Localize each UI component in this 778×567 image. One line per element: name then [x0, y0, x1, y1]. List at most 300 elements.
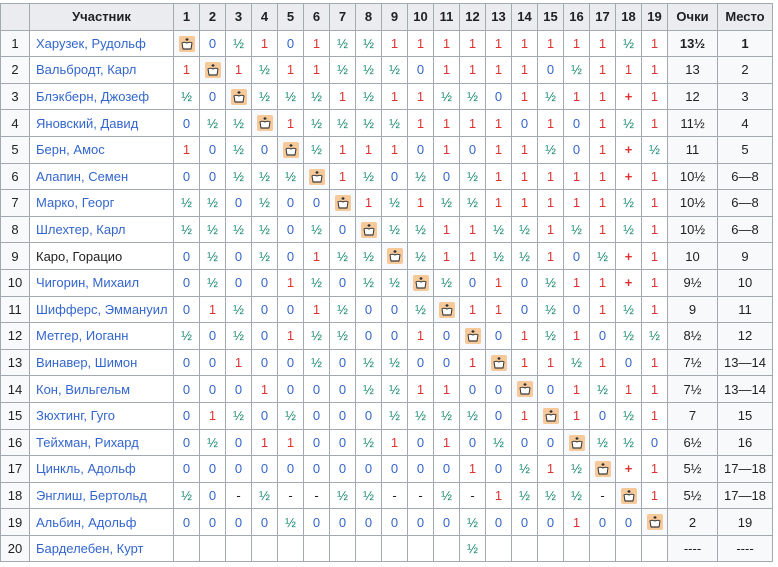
- result-cell: 0: [304, 456, 330, 483]
- participant-name[interactable]: Зюхтинг, Гуго: [36, 408, 115, 424]
- result-cell: 0: [512, 269, 538, 296]
- result-cell: 0: [200, 136, 226, 163]
- participant-name[interactable]: Тейхман, Рихард: [36, 434, 139, 450]
- result-cell: -: [278, 482, 304, 509]
- participant-cell: [30, 83, 174, 110]
- participant-name[interactable]: Яновский, Давид: [36, 115, 139, 131]
- result-cell: ½: [616, 216, 642, 243]
- result-cell: ½: [434, 269, 460, 296]
- result-cell: ½: [252, 83, 278, 110]
- table-row: [1, 136, 773, 163]
- result-cell: [200, 535, 226, 562]
- result-cell: 0: [356, 509, 382, 536]
- result-cell: ½: [200, 216, 226, 243]
- header-points: Очки: [668, 4, 718, 31]
- result-cell: 1: [564, 323, 590, 350]
- participant-name[interactable]: Шифферс, Эммануил: [36, 301, 168, 317]
- result-cell: [642, 535, 668, 562]
- place-cell: 1: [718, 30, 773, 57]
- result-cell: ½: [356, 110, 382, 137]
- table-row: [1, 323, 773, 350]
- result-cell: 1: [408, 110, 434, 137]
- result-cell: +: [616, 243, 642, 270]
- result-cell: ½: [252, 190, 278, 217]
- result-cell: [616, 535, 642, 562]
- row-number: 10: [1, 269, 30, 296]
- points-cell: 10½: [668, 190, 718, 217]
- result-cell: 1: [486, 57, 512, 84]
- points-cell: 11½: [668, 110, 718, 137]
- result-cell: +: [616, 456, 642, 483]
- result-cell: 0: [252, 136, 278, 163]
- self-cell: [356, 216, 382, 243]
- participant-cell: [30, 163, 174, 190]
- header-round-16: 16: [564, 4, 590, 31]
- table-row: [1, 57, 773, 84]
- result-cell: ½: [486, 243, 512, 270]
- header-round-13: 13: [486, 4, 512, 31]
- result-cell: 0: [616, 509, 642, 536]
- result-cell: ½: [330, 323, 356, 350]
- participant-name[interactable]: Альбин, Адольф: [36, 514, 137, 530]
- result-cell: 1: [486, 136, 512, 163]
- result-cell: 0: [382, 163, 408, 190]
- result-cell: 1: [590, 296, 616, 323]
- result-cell: 1: [642, 482, 668, 509]
- result-cell: [434, 535, 460, 562]
- result-cell: ½: [356, 482, 382, 509]
- result-cell: 0: [174, 269, 200, 296]
- result-cell: -: [382, 482, 408, 509]
- result-cell: ½: [304, 216, 330, 243]
- self-cell: [200, 57, 226, 84]
- row-number: 16: [1, 429, 30, 456]
- header-participant: Участник: [30, 4, 174, 31]
- result-cell: [278, 535, 304, 562]
- header-round-8: 8: [356, 4, 382, 31]
- result-cell: 0: [460, 376, 486, 403]
- result-cell: 0: [434, 163, 460, 190]
- result-cell: 1: [486, 30, 512, 57]
- result-cell: -: [226, 482, 252, 509]
- result-cell: ½: [460, 163, 486, 190]
- result-cell: ½: [460, 402, 486, 429]
- header-round-7: 7: [330, 4, 356, 31]
- result-cell: ½: [538, 482, 564, 509]
- result-cell: 0: [408, 429, 434, 456]
- participant-cell: [30, 30, 174, 57]
- self-cell: [226, 83, 252, 110]
- result-cell: ½: [382, 110, 408, 137]
- result-cell: 1: [590, 216, 616, 243]
- table-row: [1, 190, 773, 217]
- participant-cell: [30, 509, 174, 536]
- table-row: [1, 216, 773, 243]
- place-cell: 11: [718, 296, 773, 323]
- result-cell: ½: [382, 269, 408, 296]
- result-cell: 0: [200, 456, 226, 483]
- result-cell: ½: [226, 163, 252, 190]
- self-cell: [278, 136, 304, 163]
- result-cell: [590, 535, 616, 562]
- result-cell: 1: [460, 57, 486, 84]
- self-cell: [330, 190, 356, 217]
- result-cell: ½: [200, 243, 226, 270]
- chess-king-icon: [361, 222, 377, 238]
- result-cell: 1: [382, 429, 408, 456]
- participant-name[interactable]: Харузек, Рудольф: [36, 35, 146, 51]
- result-cell: 0: [408, 57, 434, 84]
- table-row: [1, 243, 773, 270]
- result-cell: 1: [616, 376, 642, 403]
- result-cell: ½: [174, 482, 200, 509]
- result-cell: 1: [200, 402, 226, 429]
- result-cell: 0: [226, 190, 252, 217]
- row-number: 20: [1, 535, 30, 562]
- chess-king-icon: [647, 514, 663, 530]
- participant-cell: [30, 269, 174, 296]
- header-round-15: 15: [538, 4, 564, 31]
- result-cell: 1: [460, 30, 486, 57]
- chess-king-icon: [595, 461, 611, 477]
- participant-cell: [30, 323, 174, 350]
- result-cell: ½: [174, 190, 200, 217]
- result-cell: 1: [278, 110, 304, 137]
- result-cell: ½: [642, 323, 668, 350]
- result-cell: 1: [486, 269, 512, 296]
- header-round-12: 12: [460, 4, 486, 31]
- result-cell: ½: [538, 136, 564, 163]
- chess-king-icon: [465, 328, 481, 344]
- result-cell: ½: [226, 216, 252, 243]
- result-cell: 1: [642, 83, 668, 110]
- result-cell: 0: [330, 429, 356, 456]
- chess-king-icon: [517, 381, 533, 397]
- points-cell: 13½: [668, 30, 718, 57]
- result-cell: ½: [486, 216, 512, 243]
- result-cell: 0: [200, 509, 226, 536]
- result-cell: ½: [486, 429, 512, 456]
- result-cell: 0: [486, 376, 512, 403]
- participant-name[interactable]: Марко, Георг: [36, 195, 115, 211]
- result-cell: ½: [278, 509, 304, 536]
- header-row: [1, 4, 773, 31]
- result-cell: ½: [564, 482, 590, 509]
- result-cell: 0: [512, 110, 538, 137]
- result-cell: [512, 535, 538, 562]
- result-cell: 1: [304, 57, 330, 84]
- result-cell: 0: [564, 110, 590, 137]
- result-cell: ½: [200, 190, 226, 217]
- result-cell: 0: [278, 349, 304, 376]
- result-cell: ½: [200, 429, 226, 456]
- place-cell: 17—18: [718, 482, 773, 509]
- result-cell: ½: [616, 30, 642, 57]
- participant-cell: [30, 296, 174, 323]
- points-cell: 8½: [668, 323, 718, 350]
- participant-name[interactable]: Винавер, Шимон: [36, 355, 138, 371]
- result-cell: 0: [486, 509, 512, 536]
- result-cell: ½: [616, 323, 642, 350]
- result-cell: ½: [564, 216, 590, 243]
- participant-name[interactable]: Чигорин, Михаил: [36, 275, 140, 291]
- result-cell: 0: [252, 323, 278, 350]
- result-cell: 1: [304, 243, 330, 270]
- participant-name[interactable]: Барделебен, Курт: [36, 541, 144, 557]
- participant-name[interactable]: Берн, Амос: [36, 142, 105, 158]
- place-cell: 15: [718, 402, 773, 429]
- place-cell: 6—8: [718, 190, 773, 217]
- points-cell: 10½: [668, 163, 718, 190]
- points-cell: 2: [668, 509, 718, 536]
- result-cell: 0: [200, 376, 226, 403]
- result-cell: 1: [512, 136, 538, 163]
- header-place: Место: [718, 4, 773, 31]
- result-cell: ½: [538, 83, 564, 110]
- self-cell: [564, 429, 590, 456]
- participant-cell: [30, 402, 174, 429]
- result-cell: 0: [304, 509, 330, 536]
- result-cell: ½: [382, 190, 408, 217]
- result-cell: 1: [590, 269, 616, 296]
- participant-cell: [30, 349, 174, 376]
- result-cell: 0: [226, 429, 252, 456]
- result-cell: 1: [512, 349, 538, 376]
- result-cell: 0: [174, 402, 200, 429]
- result-cell: ½: [538, 323, 564, 350]
- chess-king-icon: [231, 89, 247, 105]
- result-cell: ½: [460, 83, 486, 110]
- result-cell: +: [616, 83, 642, 110]
- header-round-1: 1: [174, 4, 200, 31]
- result-cell: 1: [382, 83, 408, 110]
- place-cell: 2: [718, 57, 773, 84]
- participant-name[interactable]: Алапин, Семен: [36, 168, 129, 184]
- result-cell: 0: [174, 456, 200, 483]
- result-cell: ½: [252, 482, 278, 509]
- result-cell: ½: [304, 323, 330, 350]
- result-cell: ½: [512, 243, 538, 270]
- result-cell: 1: [460, 349, 486, 376]
- result-cell: ½: [174, 83, 200, 110]
- participant-name[interactable]: Кон, Вильгельм: [36, 381, 131, 397]
- result-cell: 0: [200, 83, 226, 110]
- result-cell: ½: [278, 163, 304, 190]
- result-cell: 1: [226, 57, 252, 84]
- result-cell: ½: [512, 216, 538, 243]
- result-cell: 0: [642, 429, 668, 456]
- result-cell: 1: [408, 83, 434, 110]
- result-cell: ½: [304, 136, 330, 163]
- result-cell: +: [616, 269, 642, 296]
- result-cell: 0: [278, 216, 304, 243]
- result-cell: 0: [512, 429, 538, 456]
- participant-cell: [30, 190, 174, 217]
- result-cell: ½: [512, 482, 538, 509]
- participant-cell: [30, 456, 174, 483]
- result-cell: ½: [616, 296, 642, 323]
- result-cell: 1: [512, 323, 538, 350]
- result-cell: 0: [408, 509, 434, 536]
- result-cell: ½: [226, 136, 252, 163]
- result-cell: 0: [590, 323, 616, 350]
- result-cell: ½: [408, 243, 434, 270]
- result-cell: 1: [538, 163, 564, 190]
- chess-king-icon: [621, 488, 637, 504]
- result-cell: ½: [382, 349, 408, 376]
- participant-name[interactable]: Вальбродт, Карл: [36, 62, 137, 78]
- row-number: 15: [1, 402, 30, 429]
- result-cell: ½: [226, 296, 252, 323]
- row-number: 2: [1, 57, 30, 84]
- result-cell: 1: [642, 57, 668, 84]
- result-cell: [252, 535, 278, 562]
- result-cell: 0: [226, 243, 252, 270]
- result-cell: 1: [538, 30, 564, 57]
- result-cell: ½: [538, 269, 564, 296]
- tournament-crosstable: [0, 3, 773, 562]
- result-cell: 0: [252, 402, 278, 429]
- self-cell: [434, 296, 460, 323]
- result-cell: 1: [382, 136, 408, 163]
- self-cell: [304, 163, 330, 190]
- table-row: [1, 30, 773, 57]
- table-row: [1, 349, 773, 376]
- row-number: 19: [1, 509, 30, 536]
- participant-name[interactable]: Шлехтер, Карл: [36, 222, 126, 238]
- result-cell: 0: [174, 349, 200, 376]
- result-cell: ½: [460, 535, 486, 562]
- table-row: [1, 509, 773, 536]
- result-cell: 1: [434, 243, 460, 270]
- self-cell: [616, 482, 642, 509]
- result-cell: 1: [486, 110, 512, 137]
- result-cell: ½: [382, 376, 408, 403]
- result-cell: 1: [564, 163, 590, 190]
- participant-name[interactable]: Метгер, Иоганн: [36, 328, 129, 344]
- row-number: 3: [1, 83, 30, 110]
- self-cell: [486, 349, 512, 376]
- result-cell: ½: [434, 83, 460, 110]
- result-cell: ½: [356, 243, 382, 270]
- result-cell: ½: [330, 296, 356, 323]
- result-cell: ½: [590, 376, 616, 403]
- header-round-2: 2: [200, 4, 226, 31]
- result-cell: 1: [174, 136, 200, 163]
- result-cell: 0: [460, 269, 486, 296]
- result-cell: 1: [590, 30, 616, 57]
- header-round-17: 17: [590, 4, 616, 31]
- table-row: [1, 163, 773, 190]
- header-round-4: 4: [252, 4, 278, 31]
- result-cell: ½: [408, 163, 434, 190]
- result-cell: 0: [304, 402, 330, 429]
- result-cell: 0: [538, 376, 564, 403]
- result-cell: ½: [174, 216, 200, 243]
- result-cell: 0: [356, 456, 382, 483]
- result-cell: 0: [278, 30, 304, 57]
- result-cell: 1: [564, 83, 590, 110]
- result-cell: 1: [278, 269, 304, 296]
- result-cell: 1: [642, 402, 668, 429]
- result-cell: 0: [252, 349, 278, 376]
- result-cell: ½: [304, 349, 330, 376]
- place-cell: 9: [718, 243, 773, 270]
- table-row: [1, 296, 773, 323]
- result-cell: 1: [460, 110, 486, 137]
- self-cell: [460, 323, 486, 350]
- result-cell: 1: [564, 190, 590, 217]
- result-cell: ½: [382, 216, 408, 243]
- result-cell: 0: [434, 349, 460, 376]
- result-cell: ½: [304, 83, 330, 110]
- header-round-14: 14: [512, 4, 538, 31]
- result-cell: -: [590, 482, 616, 509]
- result-cell: 0: [564, 136, 590, 163]
- result-cell: 0: [564, 296, 590, 323]
- result-cell: 1: [538, 216, 564, 243]
- result-cell: [382, 535, 408, 562]
- result-cell: 0: [408, 349, 434, 376]
- result-cell: 1: [252, 376, 278, 403]
- result-cell: 1: [538, 190, 564, 217]
- header-num: [1, 4, 30, 31]
- result-cell: ½: [434, 402, 460, 429]
- result-cell: 1: [486, 163, 512, 190]
- result-cell: 1: [408, 376, 434, 403]
- result-cell: 0: [486, 402, 512, 429]
- chess-king-icon: [387, 248, 403, 264]
- result-cell: [486, 535, 512, 562]
- result-cell: 0: [278, 243, 304, 270]
- result-cell: 0: [252, 509, 278, 536]
- result-cell: 0: [304, 376, 330, 403]
- table-row: [1, 269, 773, 296]
- result-cell: ½: [252, 243, 278, 270]
- result-cell: ½: [512, 456, 538, 483]
- result-cell: ½: [278, 83, 304, 110]
- participant-cell: [30, 110, 174, 137]
- table-row: [1, 402, 773, 429]
- place-cell: 6—8: [718, 163, 773, 190]
- result-cell: [538, 535, 564, 562]
- chess-king-icon: [413, 275, 429, 291]
- result-cell: 0: [174, 429, 200, 456]
- place-cell: 4: [718, 110, 773, 137]
- result-cell: 0: [460, 429, 486, 456]
- place-cell: 19: [718, 509, 773, 536]
- result-cell: 0: [486, 456, 512, 483]
- result-cell: ½: [616, 190, 642, 217]
- result-cell: ½: [356, 376, 382, 403]
- row-number: 17: [1, 456, 30, 483]
- participant-name[interactable]: Блэкберн, Джозеф: [36, 89, 150, 105]
- result-cell: 0: [174, 376, 200, 403]
- points-cell: 11: [668, 136, 718, 163]
- result-cell: 1: [226, 349, 252, 376]
- result-cell: 1: [590, 110, 616, 137]
- result-cell: 0: [330, 349, 356, 376]
- result-cell: [564, 535, 590, 562]
- participant-name[interactable]: Энглиш, Бертольд: [36, 487, 147, 503]
- result-cell: ½: [330, 110, 356, 137]
- result-cell: ½: [330, 30, 356, 57]
- result-cell: ½: [408, 296, 434, 323]
- result-cell: 1: [434, 216, 460, 243]
- result-cell: 1: [538, 243, 564, 270]
- result-cell: 1: [408, 323, 434, 350]
- participant-name[interactable]: Цинкль, Адольф: [36, 461, 136, 477]
